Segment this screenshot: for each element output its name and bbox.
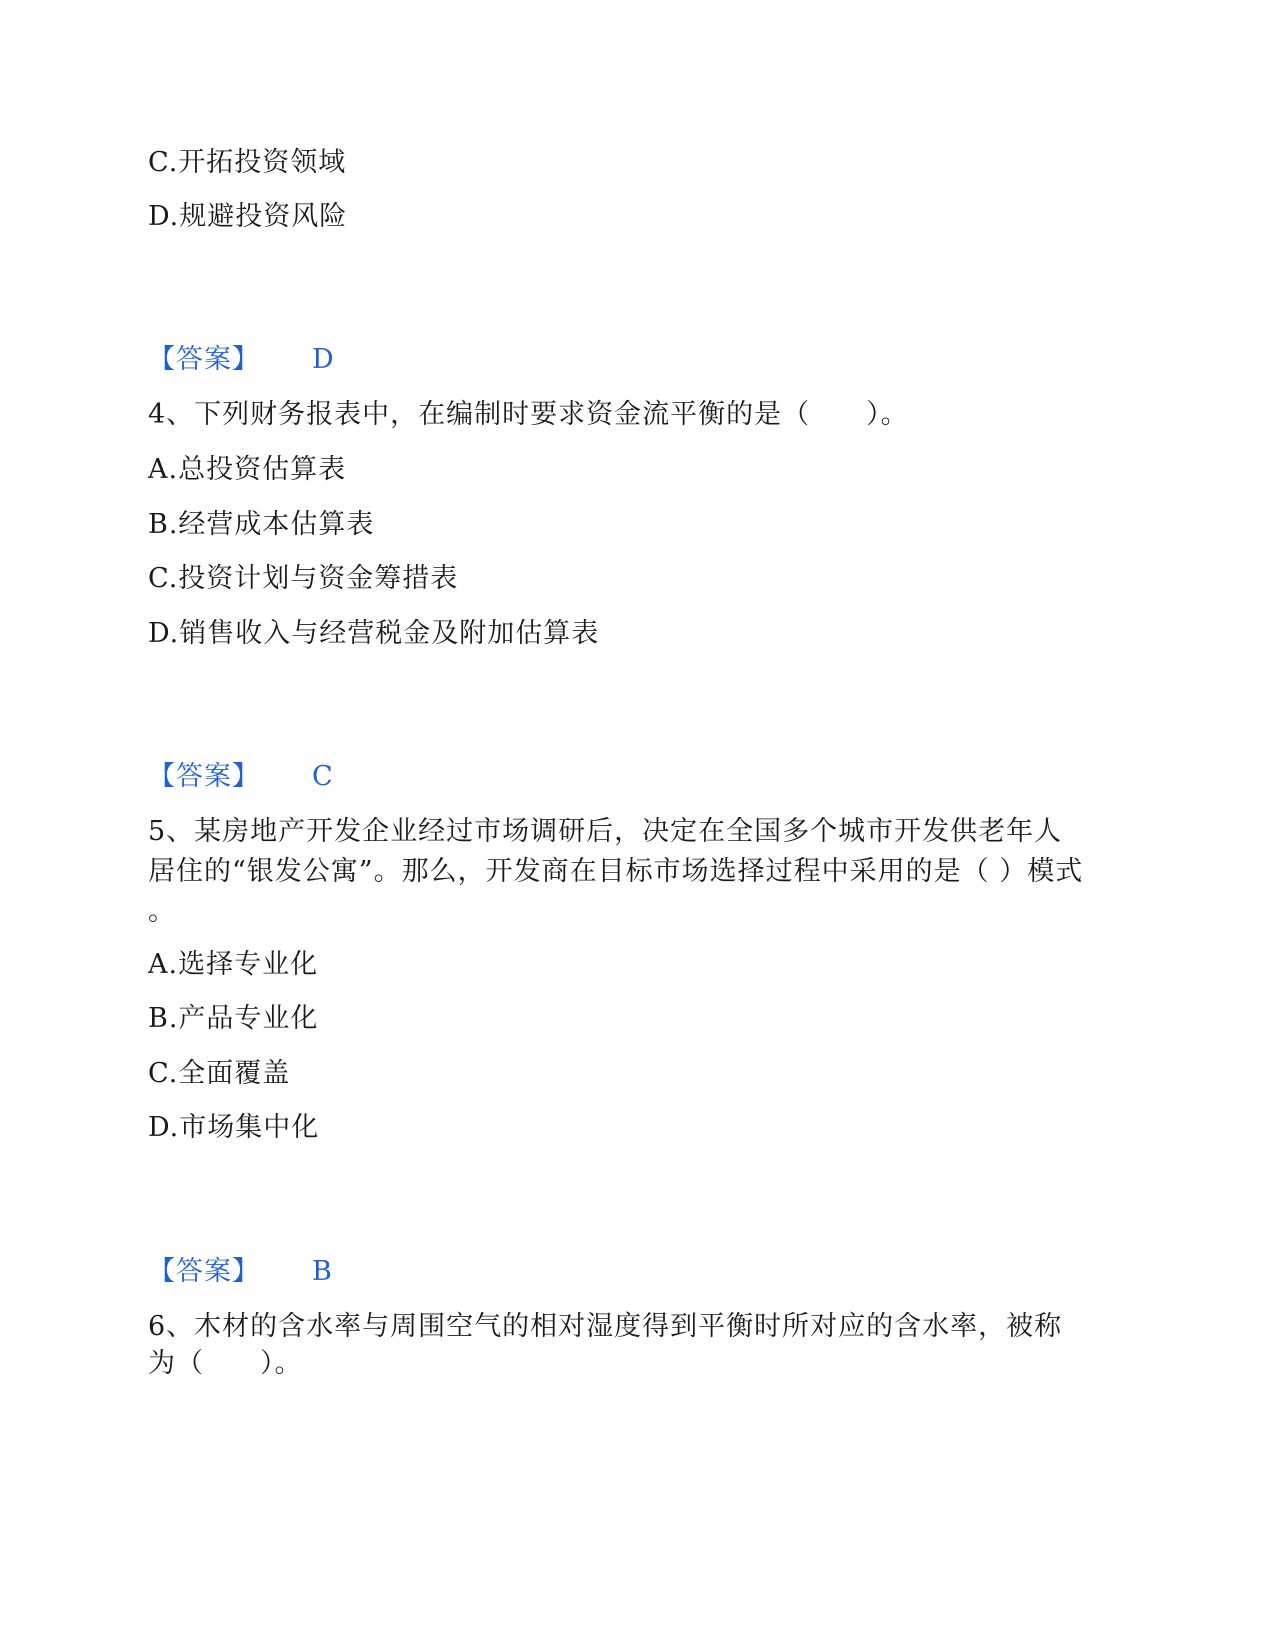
q6-question-line-2: 为（ ）。: [148, 1348, 303, 1379]
q3-answer: [148, 343, 335, 377]
answer-label: 【答案】: [148, 1256, 260, 1287]
q5-option-b: B.产品专业化: [148, 1003, 319, 1034]
q4-option-a: A.总投资估算表: [148, 454, 347, 485]
q5-answer: [148, 1255, 333, 1289]
q3-option-d: D.规避投资风险: [148, 201, 348, 232]
answer-value: B: [312, 1256, 333, 1287]
answer-label: 【答案】: [148, 344, 260, 375]
q4-question: 4、下列财务报表中，在编制时要求资金流平衡的是（ ）。: [148, 399, 909, 430]
answer-label: 【答案】: [148, 761, 260, 792]
answer-value: D: [312, 344, 335, 375]
q4-option-c: C.投资计划与资金筹措表: [148, 563, 459, 594]
q5-question-line-3: 。: [148, 896, 176, 927]
answer-value: C: [312, 761, 334, 792]
q6-question-line-1: 6、木材的含水率与周围空气的相对湿度得到平衡时所对应的含水率，被称: [148, 1311, 1063, 1342]
q5-option-a: A.选择专业化: [148, 949, 319, 980]
q3-option-c: C.开拓投资领域: [148, 147, 347, 178]
q4-answer: [148, 760, 334, 794]
q5-option-c: C.全面覆盖: [148, 1058, 291, 1089]
q5-option-d: D.市场集中化: [148, 1112, 320, 1143]
q5-question-line-2: 居住的“银发公寓”。那么，开发商在目标市场选择过程中采用的是（ ）模式: [148, 856, 1084, 887]
q5-question-line-1: 5、某房地产开发企业经过市场调研后，决定在全国多个城市开发供老年人: [148, 816, 1063, 847]
q4-option-d: D.销售收入与经营税金及附加估算表: [148, 618, 600, 649]
q4-option-b: B.经营成本估算表: [148, 509, 375, 540]
